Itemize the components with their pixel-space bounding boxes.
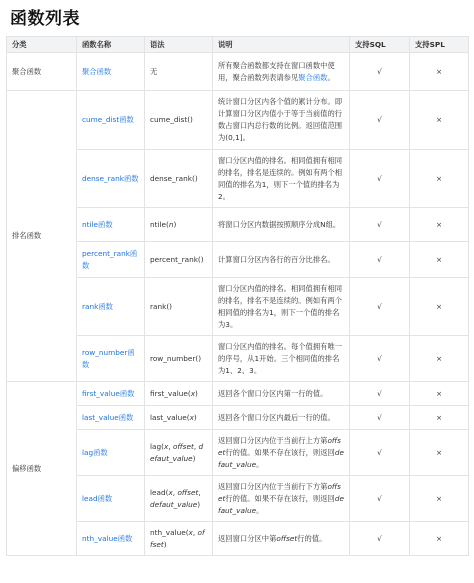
description-cell <box>213 522 350 556</box>
description-text: 。 <box>327 72 335 82</box>
spl-support-cell: × <box>410 476 469 522</box>
function-name-cell <box>77 522 145 556</box>
spl-support-cell: × <box>410 242 469 278</box>
sql-support-cell: √ <box>350 53 410 91</box>
description-text: 行的值。如果不存在该行，则返回 <box>225 493 335 503</box>
table-row <box>7 476 469 522</box>
sql-support-cell: √ <box>350 91 410 150</box>
function-name-cell <box>77 278 145 336</box>
syntax-param: n <box>168 219 174 229</box>
syntax-text: lag( <box>150 441 164 451</box>
aggregate-functions-link[interactable]: 聚合函数 <box>298 72 328 82</box>
table-row <box>7 53 469 91</box>
function-link[interactable]: cume_dist函数 <box>82 115 134 124</box>
function-link[interactable]: rank函数 <box>82 301 113 311</box>
table-row <box>7 150 469 208</box>
description-cell <box>213 53 350 91</box>
description-cell <box>213 430 350 476</box>
syntax-param: offset <box>150 527 205 549</box>
syntax-cell <box>145 242 213 278</box>
sql-support-cell: √ <box>350 150 410 208</box>
function-name-cell <box>77 406 145 430</box>
spl-support-cell: × <box>410 406 469 430</box>
description-text: 。 <box>256 505 264 515</box>
table-row <box>7 382 469 406</box>
syntax-text: last_value( <box>150 412 190 422</box>
function-link[interactable]: percent_rank函数 <box>82 248 138 270</box>
spl-support-cell: × <box>410 150 469 208</box>
syntax-text: ) <box>192 453 196 463</box>
description-text: 返回窗口分区内位于当前行上方第 <box>218 435 328 445</box>
syntax-cell <box>145 208 213 242</box>
syntax-cell <box>145 91 213 150</box>
sql-support-cell: √ <box>350 208 410 242</box>
function-name-cell <box>77 382 145 406</box>
description-param: defaut_value <box>218 447 344 469</box>
description-text: 行的值。 <box>297 533 327 543</box>
description-cell: 计算窗口分区内各行的百分比排名。 <box>213 242 350 278</box>
syntax-param: offset <box>177 487 199 497</box>
syntax-text: , <box>192 527 198 537</box>
header-sql-support: 支持SQL <box>350 37 410 53</box>
spl-support-cell: × <box>410 382 469 406</box>
syntax-cell <box>145 430 213 476</box>
syntax-text: rank() <box>150 301 173 311</box>
function-table <box>6 36 469 556</box>
description-cell: 统计窗口分区内各个值的累计分布。即计算窗口分区内值小于等于当前值的行数占窗口内总行数的比例。返回值范围为(0,1]。 <box>213 91 350 150</box>
category-cell: 聚合函数 <box>7 53 77 91</box>
header-function-name: 函数名称 <box>77 37 145 53</box>
function-link[interactable]: lead函数 <box>82 493 113 503</box>
syntax-param: x <box>168 487 173 497</box>
syntax-param: offset <box>172 441 194 451</box>
syntax-text: , <box>168 441 173 451</box>
syntax-text: lead( <box>150 487 169 497</box>
table-row <box>7 208 469 242</box>
table-row <box>7 406 469 430</box>
syntax-param: x <box>189 412 194 422</box>
sql-support-cell: √ <box>350 382 410 406</box>
description-cell <box>213 476 350 522</box>
spl-support-cell: × <box>410 53 469 91</box>
function-link[interactable]: 聚合函数 <box>82 66 112 76</box>
syntax-cell <box>145 278 213 336</box>
header-syntax: 语法 <box>145 37 213 53</box>
function-link[interactable]: row_number函数 <box>82 347 135 369</box>
description-text: 返回窗口分区中第 <box>218 533 277 543</box>
syntax-cell <box>145 406 213 430</box>
description-cell: 返回各个窗口分区内第一行的值。 <box>213 382 350 406</box>
sql-support-cell: √ <box>350 336 410 382</box>
syntax-cell <box>145 522 213 556</box>
sql-support-cell: √ <box>350 242 410 278</box>
description-param: defaut_value <box>218 493 344 515</box>
syntax-param: x <box>163 441 169 451</box>
function-name-cell <box>77 336 145 382</box>
description-cell: 返回各个窗口分区内最后一行的值。 <box>213 406 350 430</box>
function-link[interactable]: first_value函数 <box>82 388 135 398</box>
function-name-cell <box>77 208 145 242</box>
syntax-param: defaut_value <box>150 441 204 463</box>
function-name-cell <box>77 476 145 522</box>
table-row <box>7 91 469 150</box>
spl-support-cell: × <box>410 208 469 242</box>
category-cell: 排名函数 <box>7 91 77 382</box>
syntax-text: 无 <box>150 66 158 76</box>
function-name-cell <box>77 91 145 150</box>
syntax-text: ) <box>197 499 201 509</box>
function-link[interactable]: nth_value函数 <box>82 533 133 543</box>
syntax-param: x <box>188 527 193 537</box>
syntax-param: defaut_value <box>150 499 198 509</box>
function-name-cell <box>77 430 145 476</box>
function-link[interactable]: lag函数 <box>82 447 108 457</box>
header-spl-support: 支持SPL <box>410 37 469 53</box>
description-param: offset <box>218 435 341 457</box>
syntax-text: nth_value( <box>150 527 189 537</box>
syntax-text: percent_rank() <box>150 254 204 264</box>
syntax-text: ntile( <box>150 219 169 229</box>
description-param: offset <box>218 481 341 503</box>
syntax-cell <box>145 476 213 522</box>
spl-support-cell: × <box>410 91 469 150</box>
table-row <box>7 278 469 336</box>
syntax-text: ) <box>173 219 177 229</box>
syntax-text: , <box>172 487 178 497</box>
function-link[interactable]: last_value函数 <box>82 412 134 422</box>
description-cell: 将窗口分区内数据按照顺序分成N组。 <box>213 208 350 242</box>
spl-support-cell: × <box>410 278 469 336</box>
function-link[interactable]: dense_rank函数 <box>82 173 139 183</box>
sql-support-cell: √ <box>350 278 410 336</box>
function-name-cell <box>77 53 145 91</box>
table-row <box>7 336 469 382</box>
syntax-cell <box>145 53 213 91</box>
description-text: 所有聚合函数都支持在窗口函数中使用，聚合函数列表请参见 <box>218 60 335 82</box>
syntax-param: x <box>190 388 196 398</box>
spl-support-cell: × <box>410 336 469 382</box>
syntax-text: ) <box>195 388 198 398</box>
description-param: offset <box>276 533 298 543</box>
syntax-text: , <box>193 441 199 451</box>
function-name-cell <box>77 150 145 208</box>
header-row <box>7 37 469 53</box>
function-name-cell <box>77 242 145 278</box>
syntax-cell <box>145 150 213 208</box>
syntax-text: first_value( <box>150 388 191 398</box>
table-row <box>7 430 469 476</box>
table-row <box>7 522 469 556</box>
syntax-text: cume_dist() <box>150 115 193 124</box>
sql-support-cell: √ <box>350 522 410 556</box>
page-title: 函数列表 <box>10 9 80 29</box>
description-text: 行的值。如果不存在该行，则返回 <box>225 447 335 457</box>
syntax-text: , <box>198 487 201 497</box>
syntax-text: row_number() <box>150 353 202 363</box>
description-text: 返回窗口分区内位于当前行下方第 <box>218 481 328 491</box>
syntax-cell <box>145 382 213 406</box>
description-text: 。 <box>256 459 264 469</box>
header-category: 分类 <box>7 37 77 53</box>
category-cell: 偏移函数 <box>7 382 77 556</box>
syntax-text: dense_rank() <box>150 173 198 183</box>
syntax-cell <box>145 336 213 382</box>
description-cell: 窗口分区内值的排名。相同值拥有相同的排名，排名不是连续的。例如有两个相同值的排名为1，则下一个值的排名为3。 <box>213 278 350 336</box>
spl-support-cell: × <box>410 522 469 556</box>
syntax-text: ) <box>193 412 197 422</box>
spl-support-cell: × <box>410 430 469 476</box>
function-link[interactable]: ntile函数 <box>82 219 113 229</box>
sql-support-cell: √ <box>350 430 410 476</box>
description-cell: 窗口分区内值的排名。每个值拥有唯一的序号，从1开始。三个相同值的排名为1、2、3。 <box>213 336 350 382</box>
description-cell: 窗口分区内值的排名。相同值拥有相同的排名，排名是连续的。例如有两个相同值的排名为1，则下一个值的排名为2。 <box>213 150 350 208</box>
sql-support-cell: √ <box>350 406 410 430</box>
header-description: 说明 <box>213 37 350 53</box>
syntax-text: ) <box>163 539 167 549</box>
table-row <box>7 242 469 278</box>
sql-support-cell: √ <box>350 476 410 522</box>
